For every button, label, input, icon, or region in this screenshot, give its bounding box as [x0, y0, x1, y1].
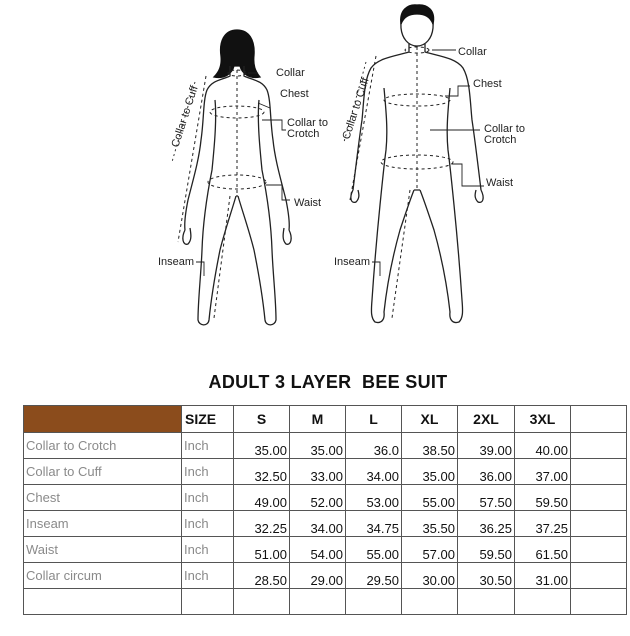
value-cell: 52.00 [290, 485, 346, 511]
male-left-hand [351, 190, 359, 202]
size-header: SIZE [182, 406, 234, 433]
female-inseam-label: Inseam [158, 256, 195, 268]
value-cell: 29.00 [290, 563, 346, 589]
empty-cell [571, 459, 627, 485]
header-color-swatch [24, 406, 182, 433]
empty-cell [571, 433, 627, 459]
male-cuff-label: Collar to Cuff [340, 76, 372, 141]
female-body-outline [185, 66, 290, 325]
row-unit: Inch [182, 485, 234, 511]
size-col-xl: XL [402, 406, 458, 433]
female-waist-label: Waist [294, 197, 322, 209]
male-crotch-label-2: Crotch [484, 134, 517, 146]
female-inseam-line [214, 196, 230, 318]
value-cell: 51.00 [234, 537, 290, 563]
row-label: Collar circum [24, 563, 182, 589]
empty-cell [182, 589, 234, 615]
row-unit: Inch [182, 511, 234, 537]
male-inseam-label: Inseam [334, 256, 371, 268]
empty-cell [234, 589, 290, 615]
row-label: Waist [24, 537, 182, 563]
value-cell: 32.50 [234, 459, 290, 485]
size-col-m: M [290, 406, 346, 433]
value-cell: 57.50 [458, 485, 515, 511]
table-row [24, 485, 627, 511]
female-chest-label: Chest [280, 88, 309, 100]
empty-cell [571, 537, 627, 563]
female-left-hand [183, 228, 191, 244]
value-cell: 29.50 [346, 563, 402, 589]
value-cell: 59.50 [515, 485, 571, 511]
size-chart-table [23, 405, 627, 615]
value-cell: 37.00 [515, 459, 571, 485]
table-row [24, 563, 627, 589]
size-col-l: L [346, 406, 402, 433]
value-cell: 36.00 [458, 459, 515, 485]
empty-cell [346, 589, 402, 615]
value-cell: 36.25 [458, 511, 515, 537]
male-right-hand [475, 190, 483, 202]
value-cell: 40.00 [515, 433, 571, 459]
female-crotch-label-1: Collar to [287, 117, 328, 129]
value-cell: 34.00 [290, 511, 346, 537]
value-cell: 59.50 [458, 537, 515, 563]
value-cell: 35.00 [234, 433, 290, 459]
row-label: Inseam [24, 511, 182, 537]
table-row-empty [24, 589, 627, 615]
value-cell: 57.00 [402, 537, 458, 563]
value-cell: 35.50 [402, 511, 458, 537]
size-col-3xl: 3XL [515, 406, 571, 433]
value-cell: 54.00 [290, 537, 346, 563]
male-labels [334, 46, 525, 268]
female-crotch-label-2: Crotch [287, 128, 320, 140]
female-figure [172, 30, 291, 325]
row-unit: Inch [182, 433, 234, 459]
page-title: ADULT 3 LAYER BEE SUIT [208, 372, 448, 392]
value-cell: 35.00 [290, 433, 346, 459]
value-cell: 34.00 [346, 459, 402, 485]
table-row [24, 433, 627, 459]
empty-cell [571, 563, 627, 589]
row-label: Chest [24, 485, 182, 511]
empty-cell [290, 589, 346, 615]
empty-cell [515, 589, 571, 615]
female-labels [158, 67, 328, 268]
value-cell: 49.00 [234, 485, 290, 511]
value-cell: 36.0 [346, 433, 402, 459]
table-header-row [24, 406, 627, 433]
row-unit: Inch [182, 537, 234, 563]
empty-cell [24, 589, 182, 615]
value-cell: 31.00 [515, 563, 571, 589]
table-row [24, 459, 627, 485]
value-cell: 61.50 [515, 537, 571, 563]
value-cell: 33.00 [290, 459, 346, 485]
size-col-s: S [234, 406, 290, 433]
empty-cell [458, 589, 515, 615]
female-collar-label: Collar [276, 67, 305, 79]
table-row [24, 511, 627, 537]
value-cell: 53.00 [346, 485, 402, 511]
male-chest-label: Chest [473, 78, 502, 90]
value-cell: 30.00 [402, 563, 458, 589]
female-cuff-label: Collar to Cuff [169, 84, 201, 149]
male-collar-label: Collar [458, 46, 487, 58]
value-cell: 39.00 [458, 433, 515, 459]
row-unit: Inch [182, 563, 234, 589]
male-crotch-label-1: Collar to [484, 123, 525, 135]
empty-cell [571, 485, 627, 511]
size-col-2xl: 2XL [458, 406, 515, 433]
female-right-hand [283, 228, 291, 244]
value-cell: 35.00 [402, 459, 458, 485]
value-cell: 30.50 [458, 563, 515, 589]
empty-cell [402, 589, 458, 615]
value-cell: 38.50 [402, 433, 458, 459]
value-cell: 28.50 [234, 563, 290, 589]
value-cell: 32.25 [234, 511, 290, 537]
row-unit: Inch [182, 459, 234, 485]
value-cell: 34.75 [346, 511, 402, 537]
empty-cell [571, 406, 627, 433]
male-inseam-line [392, 190, 410, 318]
row-label: Collar to Crotch [24, 433, 182, 459]
row-label: Collar to Cuff [24, 459, 182, 485]
value-cell: 37.25 [515, 511, 571, 537]
male-waist-label: Waist [486, 177, 514, 189]
empty-cell [571, 511, 627, 537]
empty-cell [571, 589, 627, 615]
table-row [24, 537, 627, 563]
value-cell: 55.00 [346, 537, 402, 563]
value-cell: 55.00 [402, 485, 458, 511]
